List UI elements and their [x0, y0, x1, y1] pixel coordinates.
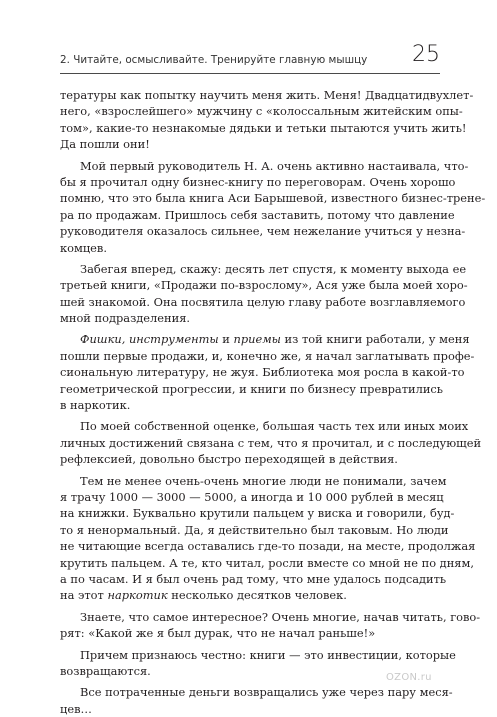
text-line: то я ненормальный. Да, я действительно был таковым. Но люди [60, 522, 449, 537]
paragraph-9 [60, 684, 453, 717]
text-line: По моей собственной оценке, большая часть тех или иных моих [80, 419, 469, 434]
text-line: Причем признаюсь честно: книги — это инвестиции, которые [80, 647, 456, 662]
running-head: 2. Читайте, осмысливайте. Тренируйте главную мышцу [60, 54, 368, 66]
header-rule [60, 73, 440, 74]
text-line: рефлексией, довольно быстро переходящей в действия. [60, 452, 398, 467]
text-line: Тем не менее очень-очень многие люди не понимали, зачем [80, 473, 447, 488]
text-line: рят: «Какой же я был дурак, что не начал раньше!» [60, 626, 376, 641]
text-line: я трачу 1000 — 3000 — 5000, а иногда и 10 000 рублей в месяц [60, 489, 444, 504]
text-line: крутить пальцем. А те, кто читал, росли вместе со мной не по дням, [60, 555, 474, 570]
text-line: шей знакомой. Она посвятила целую главу работе возглавляемого [60, 294, 466, 309]
text-line: возвращаются. [60, 663, 151, 678]
paragraph-2 [60, 158, 486, 256]
text-line: него, «взрослейшего» мужчину с «колоссальным житейским опы- [60, 104, 463, 119]
emphasis: наркотик [107, 588, 168, 603]
text-line: мной подразделения. [60, 311, 191, 326]
page-header [60, 42, 440, 76]
paragraph-7 [60, 609, 481, 642]
text-line: бы я прочитал одну бизнес-книгу по переговорам. Очень хорошо [60, 174, 456, 189]
ozon-watermark: OZON.ru [386, 672, 432, 683]
text-run: и [218, 332, 234, 347]
text-line: на книжки. Буквально крутили пальцем у виска и говорили, буд- [60, 506, 455, 521]
text-line: сиональную литературу, не жуя. Библиотека моя росла в какой-то [60, 365, 465, 380]
paragraph-8 [60, 647, 456, 680]
text-line: тературы как попытку научить меня жить. Меня! Двадцатидвухлет- [60, 88, 474, 102]
text-line: третьей книги, «Продажи по-взрослому», Ася уже была моей хоро- [60, 278, 468, 293]
paragraph-4 [60, 331, 475, 413]
text-line: Да пошли они! [60, 137, 150, 152]
page-number: 25 [412, 42, 440, 67]
body-text [60, 87, 486, 717]
text-line: комцев. [60, 240, 107, 255]
text-line: не читающие всегда оставались где-то позади, на месте, продолжая [60, 539, 476, 554]
emphasis: приемы [233, 332, 281, 347]
text-line: пошли первые продажи, и, конечно же, я начал заглатывать профе- [60, 348, 475, 363]
emphasis: Фишки, инструменты [80, 332, 219, 347]
text-line: геометрической прогрессии, и книги по бизнесу превратились [60, 381, 444, 396]
text-line: Знаете, что самое интересное? Очень многие, начав читать, гово- [80, 609, 481, 624]
text-line: Все потраченные деньги возвращались уже через пару меся- [80, 685, 453, 700]
paragraph-3 [60, 261, 468, 327]
text-run: на этот [60, 588, 108, 603]
paragraph-5 [60, 418, 482, 467]
text-line: а по часам. И я был очень рад тому, что мне удалось подсадить [60, 571, 447, 586]
text-line: помню, что это была книга Аси Барышевой, известного бизнес-трене- [60, 191, 486, 206]
text-line: ра по продажам. Пришлось себя заставить, потому что давление [60, 207, 455, 222]
text-line: цев… [60, 701, 92, 716]
text-line: в наркотик. [60, 398, 131, 413]
text-line [60, 331, 470, 347]
text-run: несколько десятков человек. [167, 588, 347, 603]
text-run: из той книги работали, у меня [280, 332, 470, 347]
text-line: личных достижений связана с тем, что я прочитал, и с последующей [60, 435, 482, 450]
text-line: том», какие-то незнакомые дядьки и тетьки пытаются учить жить! [60, 120, 467, 135]
paragraph-1 [60, 87, 474, 153]
text-line: руководителя оказалось сильнее, чем нежелание учиться у незна- [60, 224, 466, 239]
text-line [60, 587, 440, 603]
paragraph-6 [60, 473, 476, 604]
text-line: Мой первый руководитель Н. А. очень активно настаивала, что- [80, 158, 469, 173]
text-line: Забегая вперед, скажу: десять лет спустя, к моменту выхода ее [80, 261, 467, 276]
